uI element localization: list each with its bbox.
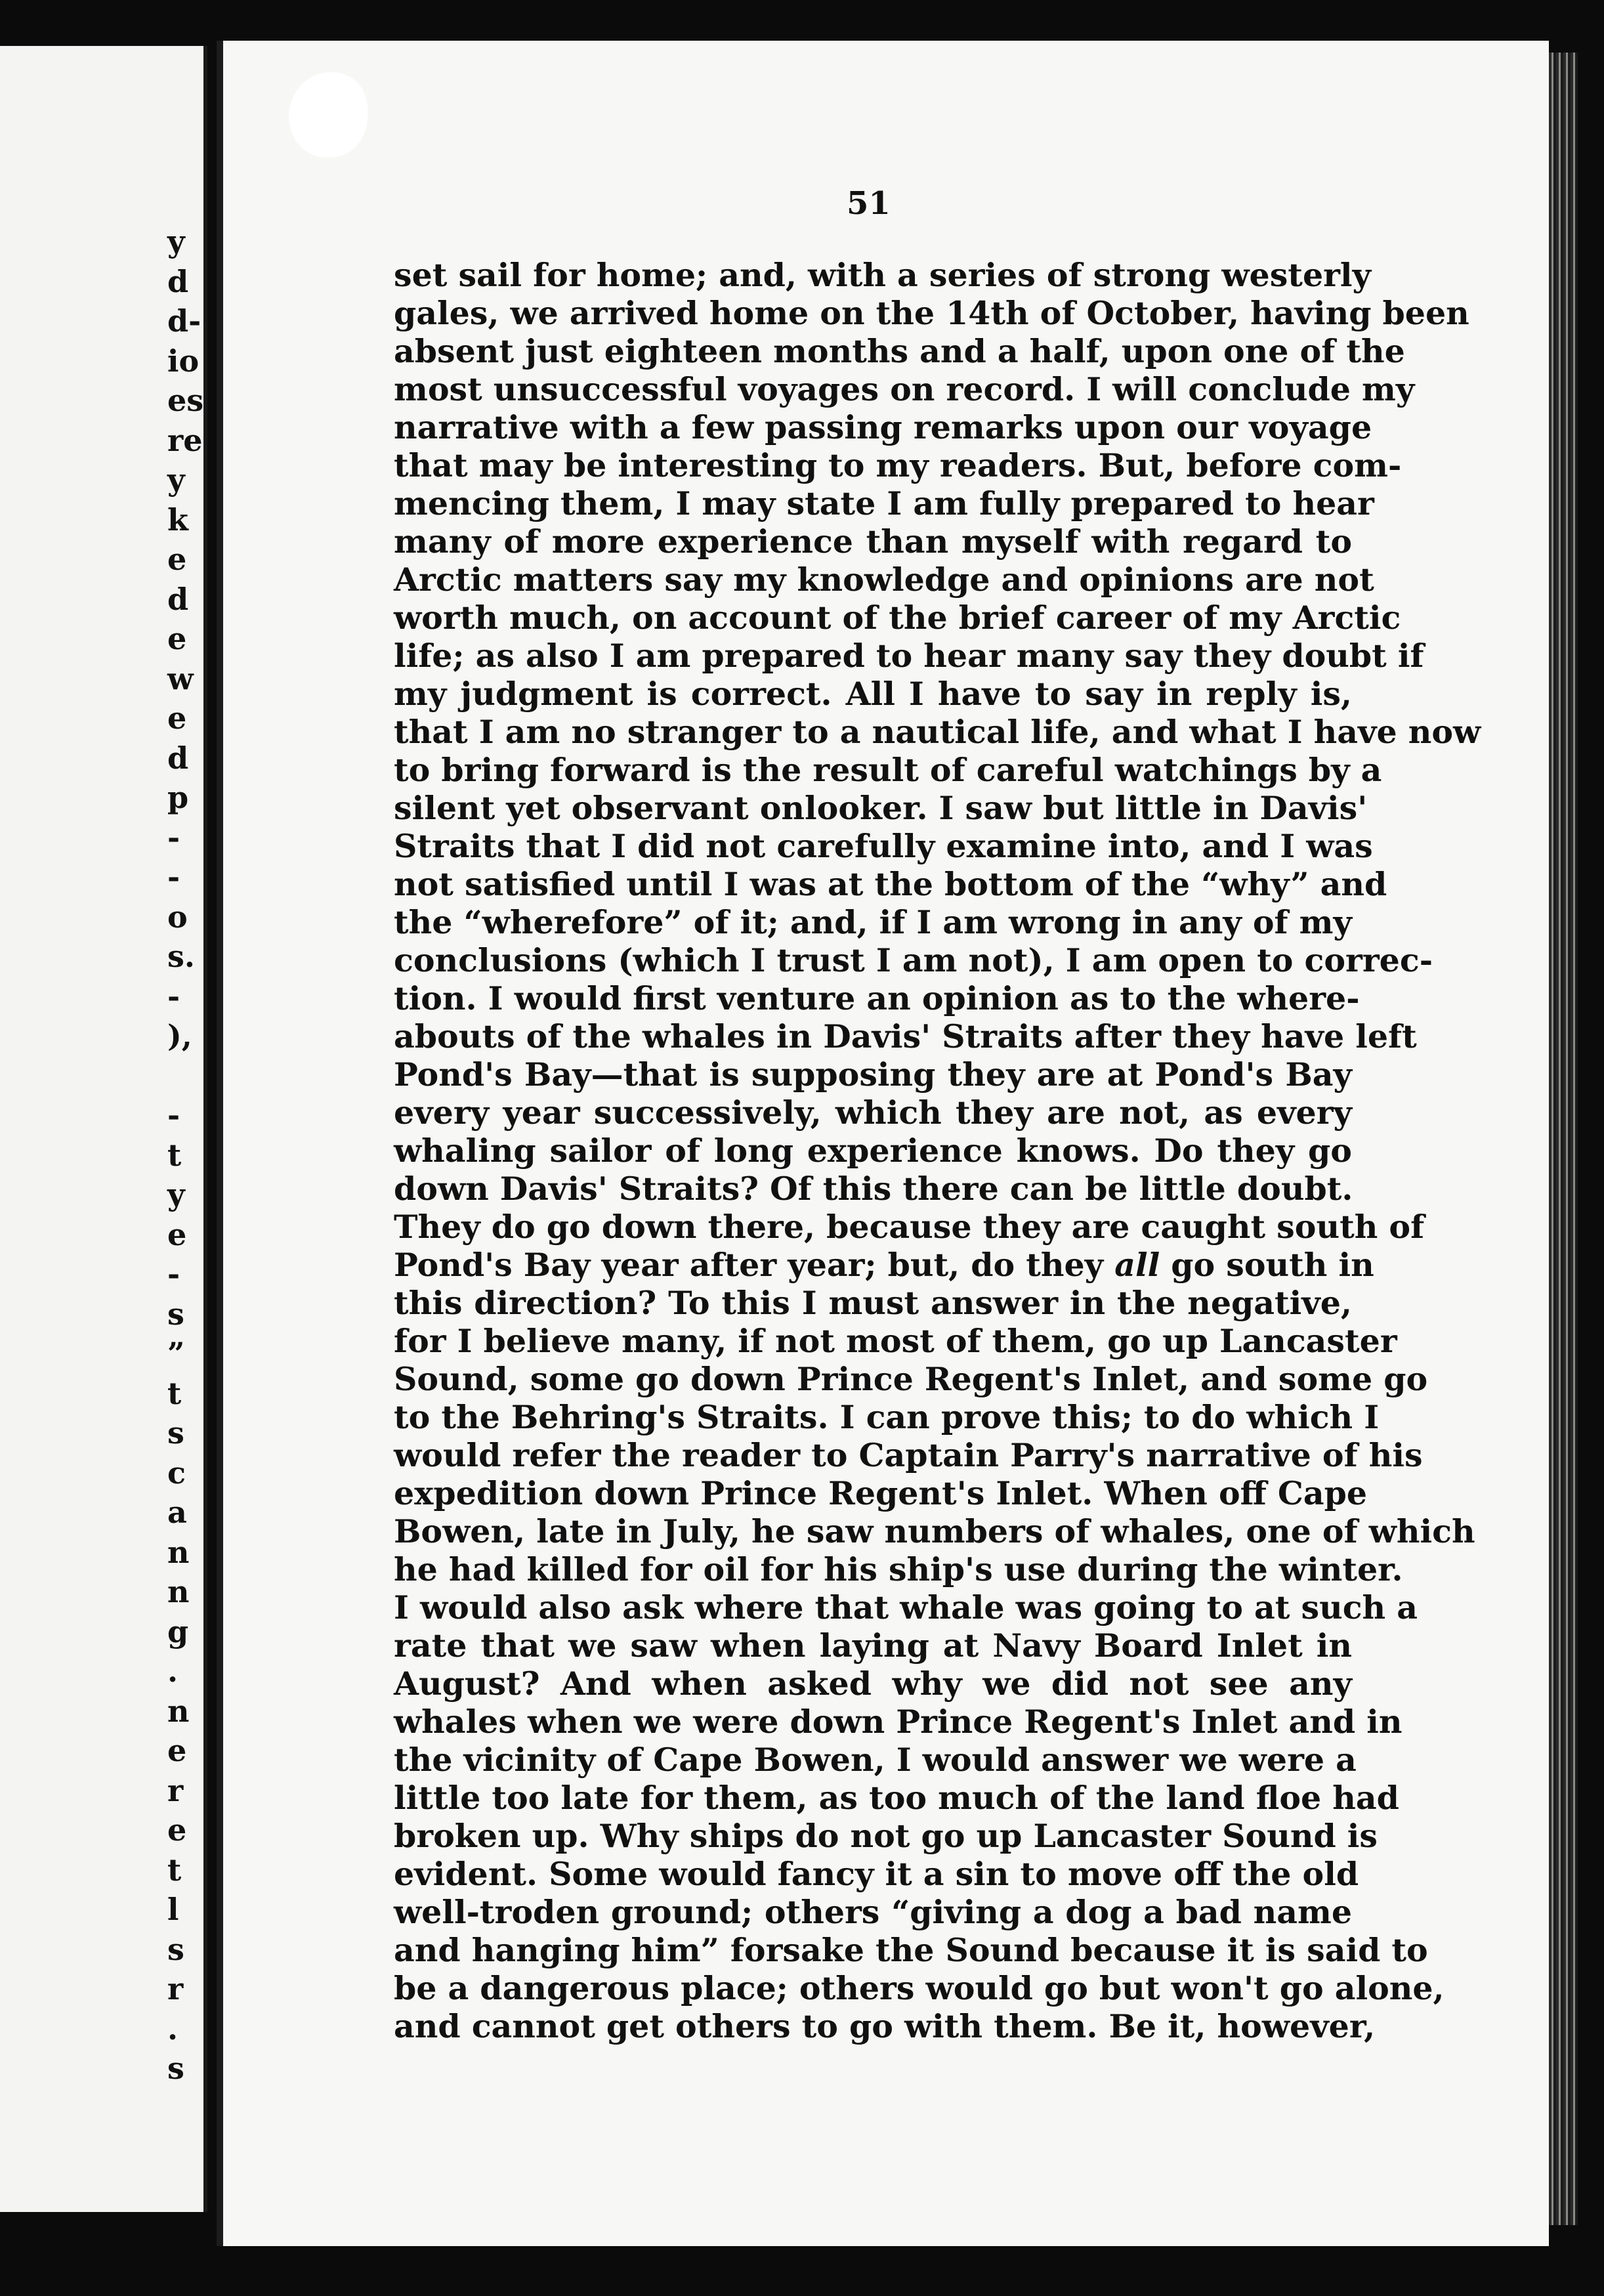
left-page-fragment: t — [167, 1375, 182, 1411]
text-line: gales, we arrived home on the 14th of October, having been — [394, 294, 1469, 332]
left-page-fragment: io — [167, 343, 200, 379]
left-page-fragment: s — [167, 1415, 184, 1451]
left-page-fragment: g — [167, 1613, 189, 1649]
text-line: the vicinity of Cape Bowen, I would answer we were a — [394, 1741, 1357, 1779]
left-page-fragment: s — [167, 1296, 184, 1332]
text-line: the “wherefore” of it; and, if I am wrong in any of my — [394, 903, 1352, 941]
left-page-fragment: y — [167, 462, 185, 498]
left-page-fragment: - — [167, 1256, 180, 1292]
left-page — [0, 46, 207, 2212]
text-line: broken up. Why ships do not go up Lancaster Sound is — [394, 1817, 1378, 1855]
text-line: mencing them, I may state I am fully prepared to hear — [394, 484, 1374, 522]
left-page-fragment: ), — [167, 1018, 192, 1053]
left-page-fragment: d- — [167, 303, 201, 339]
text-line: They do go down there, because they are caught south of — [394, 1208, 1425, 1246]
left-page-fragment: - — [167, 859, 180, 895]
left-page-fragment: r — [167, 1971, 184, 2007]
left-page-fragment: n — [167, 1534, 190, 1570]
left-page-fragment: n — [167, 1574, 190, 1609]
text-line: whaling sailor of long experience knows. Do they go — [394, 1132, 1352, 1170]
text-line: this direction? To this I must answer in the negative, — [394, 1284, 1352, 1322]
text-line: Sound, some go down Prince Regent's Inlet, and some go — [394, 1360, 1428, 1398]
text-line: whales when we were down Prince Regent's Inlet and in — [394, 1703, 1403, 1741]
page-number: 51 — [847, 185, 891, 222]
text-line: to the Behring's Straits. I can prove this; to do which I — [394, 1398, 1380, 1436]
text-line: be a dangerous place; others would go but won't go alone, — [394, 1969, 1445, 2007]
left-page-fragment: t — [167, 1852, 182, 1888]
left-page-fragment: . — [167, 1653, 179, 1689]
left-page-fragment: d — [167, 581, 189, 617]
text-line: little too late for them, as too much of the land floe had — [394, 1779, 1399, 1817]
left-page-fragment: e — [167, 1812, 187, 1848]
left-page-fragment: s. — [167, 939, 195, 974]
left-page-fragment: e — [167, 621, 187, 656]
text-line: rate that we saw when laying at Navy Board Inlet in — [394, 1626, 1352, 1665]
left-page-fragment: a — [167, 1495, 187, 1530]
left-page-fragment: s — [167, 1931, 184, 1967]
text-line: worth much, on account of the brief career of my Arctic — [394, 599, 1401, 637]
left-page-fragment: d — [167, 263, 189, 299]
text-line: expedition down Prince Regent's Inlet. When off Cape — [394, 1474, 1368, 1512]
left-page-fragment: c — [167, 1455, 186, 1491]
text-line: August? And when asked why we did not see any — [394, 1665, 1352, 1703]
left-page-fragment: . — [167, 2010, 179, 2047]
text-line: set sail for home; and, with a series of strong westerly — [394, 256, 1372, 294]
page-edges — [1549, 53, 1578, 2225]
text-line: that may be interesting to my readers. But, before com- — [394, 446, 1402, 484]
left-page-fragment: k — [167, 501, 188, 538]
text-line: Pond's Bay—that is supposing they are at Pond's Bay — [394, 1055, 1352, 1094]
left-page-fragment: y — [167, 224, 185, 259]
left-page-fragment: o — [167, 899, 188, 935]
text-line: and cannot get others to go with them. Be it, however, — [394, 2007, 1376, 2045]
text-line: and hanging him” forsake the Sound because it is said to — [394, 1931, 1428, 1969]
text-line: my judgment is correct. All I have to say in reply is, — [394, 675, 1352, 713]
text-line: he had killed for oil for his ship's use during the winter. — [394, 1550, 1403, 1588]
left-page-fragment: l — [167, 1892, 179, 1927]
body-text — [394, 256, 1481, 2045]
text-line: evident. Some would fancy it a sin to move off the old — [394, 1855, 1359, 1893]
left-page-fragment: s — [167, 2051, 184, 2086]
left-page-fragment: y — [167, 1177, 185, 1212]
text-line: well-troden ground; others “giving a dog a bad name — [394, 1893, 1352, 1931]
left-page-fragment: r — [167, 1772, 184, 1808]
left-page-fragment: re — [167, 422, 203, 458]
text-line: tion. I would first venture an opinion as to the where- — [394, 979, 1360, 1017]
text-line: abouts of the whales in Davis' Straits after they have left — [394, 1017, 1417, 1055]
left-page-fragment: ” — [167, 1336, 185, 1371]
left-page-fragment: e — [167, 1216, 187, 1252]
text-line: to bring forward is the result of careful watchings by a — [394, 751, 1382, 789]
text-line: every year successively, which they are not, as every — [394, 1094, 1352, 1132]
text-line: Pond's Bay year after year; but, do they all go south in — [394, 1246, 1374, 1284]
left-page-fragment: d — [167, 740, 189, 776]
text-line: would refer the reader to Captain Parry's narrative of his — [394, 1436, 1423, 1474]
paper-blemish — [289, 72, 368, 158]
left-page-fragment: - — [167, 819, 180, 855]
text-line: silent yet observant onlooker. I saw but little in Davis' — [394, 789, 1368, 827]
text-line: Bowen, late in July, he saw numbers of whales, one of which — [394, 1512, 1475, 1550]
left-page-fragment: e — [167, 700, 187, 736]
text-line: conclusions (which I trust I am not), I am open to correc- — [394, 941, 1433, 979]
text-line: Straits that I did not carefully examine into, and I was — [394, 827, 1373, 865]
left-page-fragment: n — [167, 1693, 190, 1729]
left-page-fragment: p — [167, 780, 189, 815]
left-page-fragment: e — [167, 542, 187, 577]
left-page-fragment: es — [167, 383, 204, 418]
left-page-fragment: e — [167, 1733, 187, 1768]
left-page-fragment: t — [167, 1137, 182, 1173]
text-line: that I am no stranger to a nautical life, and what I have now — [394, 713, 1481, 751]
left-page-fragment: - — [167, 978, 180, 1014]
text-line: absent just eighteen months and a half, upon one of the — [394, 332, 1405, 370]
left-page-fragment: - — [167, 1097, 180, 1133]
text-line: I would also ask where that whale was going to at such a — [394, 1588, 1418, 1626]
text-line: most unsuccessful voyages on record. I will conclude my — [394, 370, 1415, 408]
text-line: narrative with a few passing remarks upon our voyage — [394, 408, 1372, 446]
left-page-fragment: w — [167, 660, 194, 696]
text-line: down Davis' Straits? Of this there can be little doubt. — [394, 1170, 1353, 1208]
text-line: for I believe many, if not most of them, go up Lancaster — [394, 1322, 1397, 1360]
text-line: Arctic matters say my knowledge and opinions are not — [394, 561, 1374, 599]
text-line: life; as also I am prepared to hear many say they doubt if — [394, 637, 1424, 675]
text-line: not satisfied until I was at the bottom of the “why” and — [394, 865, 1387, 903]
text-line: many of more experience than myself with regard to — [394, 522, 1352, 561]
